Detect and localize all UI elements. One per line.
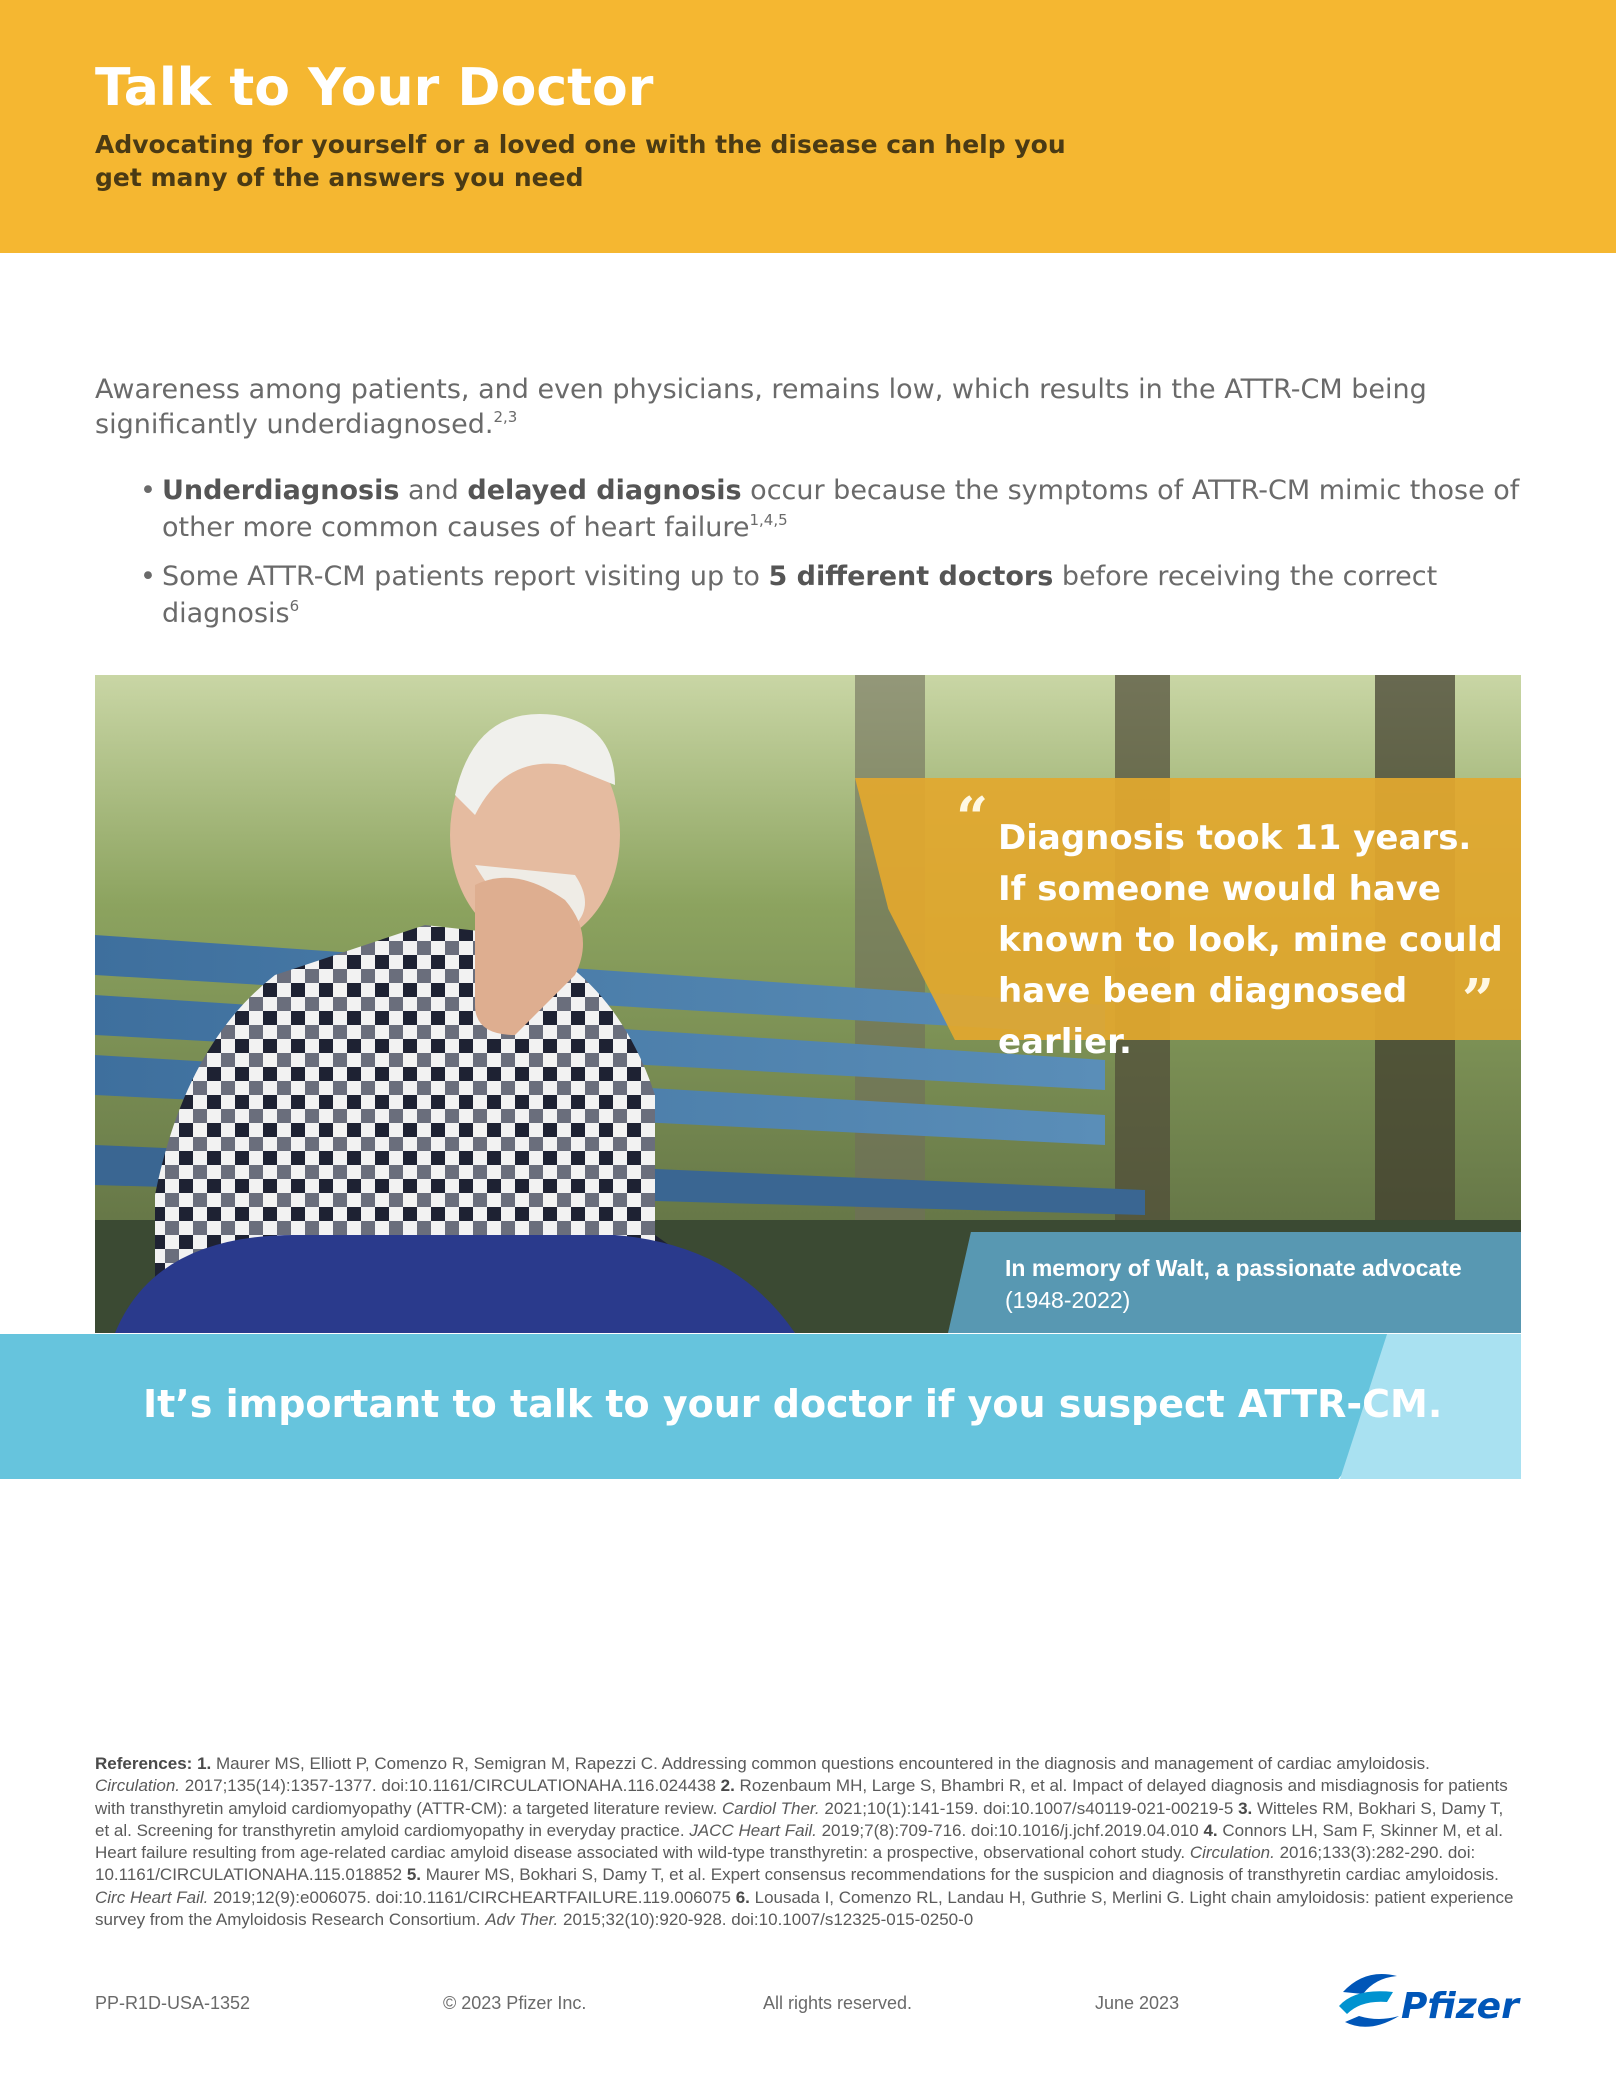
- pfizer-logo-icon: [1335, 1962, 1521, 2044]
- footer-copyright: © 2023 Pfizer Inc.: [443, 1993, 587, 2013]
- reference-journal: Cardiol Ther.: [722, 1798, 820, 1818]
- reference-number: 3.: [1238, 1798, 1253, 1818]
- bullet-bold-underdiagnosis: Underdiagnosis: [162, 475, 400, 506]
- bullet-text: occur because the symptoms of ATTR-CM mimic those of other more common causes of heart failure: [162, 475, 1520, 543]
- bullet-citation: 1,4,5: [749, 511, 788, 529]
- bullet-bold-doctors: 5 different doctors: [768, 561, 1054, 592]
- intro-paragraph: [95, 372, 1535, 442]
- bullet-item-doctors: • Some ATTR-CM patients report visiting up to 5 different doctors before receiving the correct diagnosis$^6$: [140, 561, 1438, 629]
- reference-journal: JACC Heart Fail.: [689, 1820, 817, 1840]
- memorial-name: In memory of Walt, a passionate advocate: [1005, 1255, 1462, 1281]
- reference-detail: 2019;12(9):e006075. doi:10.1161/CIRCHEARTFAILURE.119.006075: [208, 1887, 736, 1907]
- open-quote-icon: “: [956, 785, 989, 851]
- memorial-caption-box: [948, 1232, 1521, 1333]
- close-quote-icon: ”: [1462, 967, 1495, 1033]
- bullet-text: before receiving the correct diagnosis: [162, 561, 1438, 629]
- reference-detail: 2021;10(1):141-159. doi:10.1007/s40119-021-00219-5: [819, 1798, 1239, 1818]
- references: [95, 1753, 1515, 1931]
- bullet-item-underdiagnosis: • Underdiagnosis and delayed diagnosis occur because the symptoms of ATTR-CM mimic those of other more common causes of heart failure$^{1,4,5}$: [140, 475, 1520, 543]
- footer-rights: All rights reserved.: [763, 1993, 913, 2013]
- bullet-citation: 6: [289, 597, 300, 615]
- reference-text: Lousada I, Comenzo RL, Landau H, Guthrie S, Merlini G. Light chain amyloidosis: patient experience survey from the Amyloidosis Research Consortium.: [95, 1887, 1514, 1930]
- reference-journal: Circ Heart Fail.: [95, 1887, 209, 1907]
- reference-journal: Adv Ther.: [485, 1910, 559, 1930]
- bullet-text: and: [399, 475, 468, 506]
- reference-journal: Circulation.: [95, 1776, 181, 1796]
- reference-journal: Circulation.: [1189, 1843, 1275, 1863]
- references-label: References:: [95, 1754, 193, 1773]
- reference-detail: 2017;135(14):1357-1377. doi:10.1161/CIRCULATIONAHA.116.024438: [180, 1776, 721, 1796]
- bullet-list: [140, 472, 1520, 644]
- reference-text: Rozenbaum MH, Large S, Bhambri R, et al. Impact of delayed diagnosis and misdiagnosis for patients with transthyretin amyloid cardiomyopathy (ATTR-CM): a targeted literature review.: [95, 1776, 1508, 1818]
- reference-text: Connors LH, Sam F, Skinner M, et al. Heart failure resulting from age-related cardiac amyloid disease associated with wild-type transthyretin: a prospective, observational cohort study.: [95, 1820, 1503, 1863]
- bullet-text: Some ATTR-CM patients report visiting up to: [162, 561, 769, 592]
- intro-citation: 2,3: [493, 408, 518, 426]
- reference-detail: 2016;133(3):282-290. doi: 10.1161/CIRCULATIONAHA.115.018852: [95, 1843, 1476, 1885]
- reference-text: Maurer MS, Bokhari S, Damy T, et al. Expert consensus recommendations for the suspicion and diagnosis of transthyretin cardiac amyloidosis.: [421, 1865, 1499, 1885]
- reference-number: 6.: [735, 1887, 750, 1907]
- memorial-years: (1948-2022): [1005, 1287, 1131, 1313]
- pfizer-logo-text: Pfizer: [1401, 1986, 1519, 2027]
- reference-text: Witteles RM, Bokhari S, Damy T, et al. Screening for transthyretin amyloid cardiomyopathy in everyday practice.: [95, 1798, 1504, 1840]
- footer-date: June 2023: [1095, 1993, 1180, 2013]
- reference-number: 5.: [406, 1865, 422, 1885]
- reference-text: Maurer MS, Elliott P, Comenzo R, Semigran M, Rapezzi C. Addressing common questions encountered in the diagnosis and management of cardiac amyloidosis.: [211, 1754, 1430, 1773]
- cta-banner-text: It’s important to talk to your doctor if you suspect ATTR-CM.: [143, 1382, 1443, 1426]
- reference-detail: 2015;32(10):920-928. doi:10.1007/s12325-015-0250-0: [558, 1910, 974, 1930]
- bullet-bold-delayed: delayed diagnosis: [467, 475, 742, 506]
- page-title: Talk to Your Doctor: [95, 58, 654, 118]
- header-band: [0, 0, 1616, 253]
- intro-text: Awareness among patients, and even physicians, remains low, which results in the ATTR-CM being significantly underdiagnosed.: [95, 374, 1427, 440]
- footer-code: PP-R1D-USA-1352: [95, 1993, 251, 2013]
- reference-number: 4.: [1203, 1820, 1218, 1840]
- quote-text: Diagnosis took 11 years. If someone would have known to look, mine could have been diagnosed earlier.: [998, 818, 1503, 1062]
- page-subtitle: Advocating for yourself or a loved one with the disease can help you get many of the answers you need: [95, 130, 1066, 192]
- reference-detail: 2019;7(8):709-716. doi:10.1016/j.jchf.2019.04.010: [816, 1820, 1204, 1840]
- reference-number: 1.: [197, 1754, 212, 1773]
- reference-number: 2.: [720, 1776, 735, 1796]
